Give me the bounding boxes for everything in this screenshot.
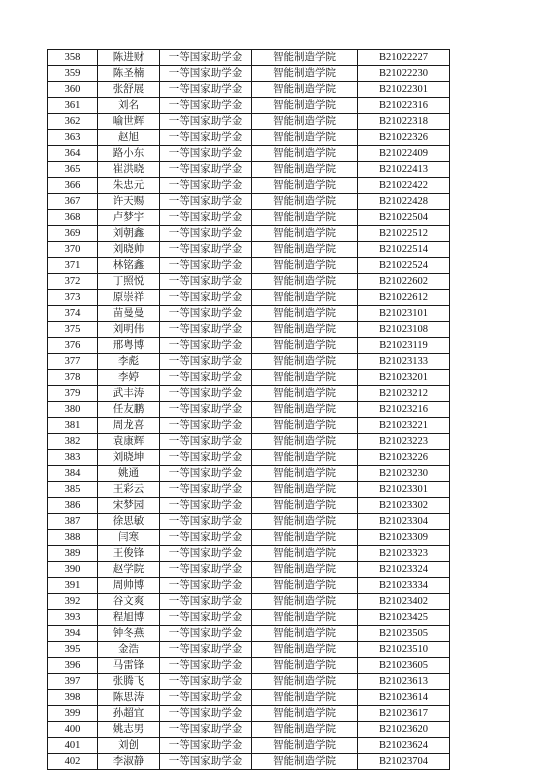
award-type-cell: 一等国家助学金: [160, 642, 252, 658]
row-number-cell: 376: [48, 338, 98, 354]
table-row: [48, 178, 450, 194]
student-name-cell: 周龙喜: [98, 418, 160, 434]
college-cell: 智能制造学院: [252, 466, 358, 482]
table-row: [48, 738, 450, 754]
student-id-cell: B21023226: [358, 450, 450, 466]
row-number-cell: 373: [48, 290, 98, 306]
college-cell: 智能制造学院: [252, 402, 358, 418]
award-type-cell: 一等国家助学金: [160, 258, 252, 274]
student-id-cell: B21023614: [358, 690, 450, 706]
row-number-cell: 364: [48, 146, 98, 162]
award-type-cell: 一等国家助学金: [160, 466, 252, 482]
award-type-cell: 一等国家助学金: [160, 194, 252, 210]
college-cell: 智能制造学院: [252, 194, 358, 210]
college-cell: 智能制造学院: [252, 178, 358, 194]
award-type-cell: 一等国家助学金: [160, 498, 252, 514]
award-type-cell: 一等国家助学金: [160, 722, 252, 738]
college-cell: 智能制造学院: [252, 242, 358, 258]
row-number-cell: 402: [48, 754, 98, 770]
row-number-cell: 386: [48, 498, 98, 514]
row-number-cell: 374: [48, 306, 98, 322]
row-number-cell: 401: [48, 738, 98, 754]
table-row: [48, 82, 450, 98]
award-type-cell: 一等国家助学金: [160, 242, 252, 258]
student-id-cell: B21022326: [358, 130, 450, 146]
student-id-cell: B21022514: [358, 242, 450, 258]
student-id-cell: B21023505: [358, 626, 450, 642]
award-type-cell: 一等国家助学金: [160, 450, 252, 466]
student-name-cell: 路小东: [98, 146, 160, 162]
award-type-cell: 一等国家助学金: [160, 674, 252, 690]
college-cell: 智能制造学院: [252, 738, 358, 754]
student-id-cell: B21022422: [358, 178, 450, 194]
table-row: [48, 194, 450, 210]
student-id-cell: B21022301: [358, 82, 450, 98]
table-row: [48, 690, 450, 706]
student-name-cell: 陈圣楠: [98, 66, 160, 82]
table-row: [48, 450, 450, 466]
student-name-cell: 马雷锋: [98, 658, 160, 674]
student-name-cell: 徐思敏: [98, 514, 160, 530]
student-name-cell: 刘晓帅: [98, 242, 160, 258]
award-type-cell: 一等国家助学金: [160, 738, 252, 754]
award-type-cell: 一等国家助学金: [160, 66, 252, 82]
row-number-cell: 397: [48, 674, 98, 690]
row-number-cell: 378: [48, 370, 98, 386]
table-row: [48, 226, 450, 242]
student-name-cell: 喻世辉: [98, 114, 160, 130]
row-number-cell: 359: [48, 66, 98, 82]
row-number-cell: 381: [48, 418, 98, 434]
student-name-cell: 刘创: [98, 738, 160, 754]
award-type-cell: 一等国家助学金: [160, 178, 252, 194]
college-cell: 智能制造学院: [252, 66, 358, 82]
college-cell: 智能制造学院: [252, 274, 358, 290]
student-id-cell: B21023304: [358, 514, 450, 530]
student-name-cell: 李淑静: [98, 754, 160, 770]
student-name-cell: 张舒展: [98, 82, 160, 98]
college-cell: 智能制造学院: [252, 706, 358, 722]
table-row: [48, 546, 450, 562]
row-number-cell: 382: [48, 434, 98, 450]
award-type-cell: 一等国家助学金: [160, 306, 252, 322]
college-cell: 智能制造学院: [252, 210, 358, 226]
student-id-cell: B21023221: [358, 418, 450, 434]
student-name-cell: 王彩云: [98, 482, 160, 498]
row-number-cell: 380: [48, 402, 98, 418]
student-name-cell: 崔洪晓: [98, 162, 160, 178]
row-number-cell: 389: [48, 546, 98, 562]
student-name-cell: 丁照悦: [98, 274, 160, 290]
award-type-cell: 一等国家助学金: [160, 690, 252, 706]
table-row: [48, 530, 450, 546]
table-row: [48, 658, 450, 674]
college-cell: 智能制造学院: [252, 482, 358, 498]
award-type-cell: 一等国家助学金: [160, 562, 252, 578]
table-row: [48, 482, 450, 498]
award-type-cell: 一等国家助学金: [160, 98, 252, 114]
student-id-cell: B21023510: [358, 642, 450, 658]
row-number-cell: 390: [48, 562, 98, 578]
row-number-cell: 392: [48, 594, 98, 610]
student-id-cell: B21022504: [358, 210, 450, 226]
student-name-cell: 钟冬燕: [98, 626, 160, 642]
student-name-cell: 武丰涛: [98, 386, 160, 402]
college-cell: 智能制造学院: [252, 306, 358, 322]
student-id-cell: B21023108: [358, 322, 450, 338]
student-id-cell: B21023101: [358, 306, 450, 322]
table-row: [48, 114, 450, 130]
student-name-cell: 闫寒: [98, 530, 160, 546]
college-cell: 智能制造学院: [252, 370, 358, 386]
row-number-cell: 396: [48, 658, 98, 674]
table-row: [48, 290, 450, 306]
student-name-cell: 刘晓坤: [98, 450, 160, 466]
table-row: [48, 706, 450, 722]
row-number-cell: 384: [48, 466, 98, 482]
table-row: [48, 578, 450, 594]
award-type-cell: 一等国家助学金: [160, 370, 252, 386]
college-cell: 智能制造学院: [252, 658, 358, 674]
college-cell: 智能制造学院: [252, 722, 358, 738]
student-name-cell: 周帅博: [98, 578, 160, 594]
student-name-cell: 张腾飞: [98, 674, 160, 690]
student-id-cell: B21022524: [358, 258, 450, 274]
award-type-cell: 一等国家助学金: [160, 274, 252, 290]
table-row: [48, 434, 450, 450]
row-number-cell: 365: [48, 162, 98, 178]
student-id-cell: B21023624: [358, 738, 450, 754]
student-id-cell: B21022318: [358, 114, 450, 130]
scholarship-roster-table: [47, 49, 450, 770]
student-id-cell: B21023212: [358, 386, 450, 402]
college-cell: 智能制造学院: [252, 626, 358, 642]
row-number-cell: 399: [48, 706, 98, 722]
student-name-cell: 卢梦宇: [98, 210, 160, 226]
college-cell: 智能制造学院: [252, 226, 358, 242]
student-id-cell: B21023301: [358, 482, 450, 498]
college-cell: 智能制造学院: [252, 530, 358, 546]
college-cell: 智能制造学院: [252, 162, 358, 178]
table-row: [48, 562, 450, 578]
table-row: [48, 386, 450, 402]
table-row: [48, 274, 450, 290]
college-cell: 智能制造学院: [252, 434, 358, 450]
student-name-cell: 姚志男: [98, 722, 160, 738]
award-type-cell: 一等国家助学金: [160, 594, 252, 610]
row-number-cell: 369: [48, 226, 98, 242]
student-name-cell: 孙超宜: [98, 706, 160, 722]
award-type-cell: 一等国家助学金: [160, 610, 252, 626]
student-name-cell: 邢粤博: [98, 338, 160, 354]
college-cell: 智能制造学院: [252, 322, 358, 338]
table-row: [48, 338, 450, 354]
student-id-cell: B21023309: [358, 530, 450, 546]
award-type-cell: 一等国家助学金: [160, 210, 252, 226]
student-id-cell: B21023620: [358, 722, 450, 738]
row-number-cell: 367: [48, 194, 98, 210]
table-row: [48, 354, 450, 370]
student-id-cell: B21023324: [358, 562, 450, 578]
award-type-cell: 一等国家助学金: [160, 338, 252, 354]
student-name-cell: 朱忠元: [98, 178, 160, 194]
student-id-cell: B21023704: [358, 754, 450, 770]
award-type-cell: 一等国家助学金: [160, 50, 252, 66]
table-row: [48, 146, 450, 162]
student-name-cell: 任友鹏: [98, 402, 160, 418]
table-row: [48, 498, 450, 514]
award-type-cell: 一等国家助学金: [160, 418, 252, 434]
student-name-cell: 王俊锋: [98, 546, 160, 562]
award-type-cell: 一等国家助学金: [160, 114, 252, 130]
college-cell: 智能制造学院: [252, 674, 358, 690]
award-type-cell: 一等国家助学金: [160, 290, 252, 306]
student-name-cell: 许天赐: [98, 194, 160, 210]
college-cell: 智能制造学院: [252, 594, 358, 610]
table-row: [48, 258, 450, 274]
student-id-cell: B21022227: [358, 50, 450, 66]
table-row: [48, 754, 450, 770]
table-row: [48, 162, 450, 178]
college-cell: 智能制造学院: [252, 386, 358, 402]
award-type-cell: 一等国家助学金: [160, 546, 252, 562]
college-cell: 智能制造学院: [252, 562, 358, 578]
student-id-cell: B21023613: [358, 674, 450, 690]
college-cell: 智能制造学院: [252, 114, 358, 130]
student-id-cell: B21023223: [358, 434, 450, 450]
row-number-cell: 379: [48, 386, 98, 402]
student-name-cell: 程旭博: [98, 610, 160, 626]
row-number-cell: 361: [48, 98, 98, 114]
college-cell: 智能制造学院: [252, 514, 358, 530]
student-id-cell: B21023334: [358, 578, 450, 594]
award-type-cell: 一等国家助学金: [160, 130, 252, 146]
student-id-cell: B21023230: [358, 466, 450, 482]
row-number-cell: 383: [48, 450, 98, 466]
student-name-cell: 原崇祥: [98, 290, 160, 306]
row-number-cell: 366: [48, 178, 98, 194]
table-row: [48, 130, 450, 146]
student-name-cell: 刘明伟: [98, 322, 160, 338]
table-row: [48, 594, 450, 610]
student-name-cell: 林铭鑫: [98, 258, 160, 274]
table-row: [48, 674, 450, 690]
student-name-cell: 金浩: [98, 642, 160, 658]
student-id-cell: B21022316: [358, 98, 450, 114]
award-type-cell: 一等国家助学金: [160, 514, 252, 530]
college-cell: 智能制造学院: [252, 354, 358, 370]
table-row: [48, 322, 450, 338]
student-name-cell: 刘名: [98, 98, 160, 114]
student-id-cell: B21023133: [358, 354, 450, 370]
college-cell: 智能制造学院: [252, 98, 358, 114]
award-type-cell: 一等国家助学金: [160, 578, 252, 594]
student-id-cell: B21023323: [358, 546, 450, 562]
college-cell: 智能制造学院: [252, 450, 358, 466]
student-name-cell: 袁康辉: [98, 434, 160, 450]
table-row: [48, 66, 450, 82]
award-type-cell: 一等国家助学金: [160, 482, 252, 498]
table-row: [48, 610, 450, 626]
row-number-cell: 391: [48, 578, 98, 594]
award-type-cell: 一等国家助学金: [160, 162, 252, 178]
college-cell: 智能制造学院: [252, 578, 358, 594]
row-number-cell: 385: [48, 482, 98, 498]
college-cell: 智能制造学院: [252, 258, 358, 274]
award-type-cell: 一等国家助学金: [160, 434, 252, 450]
student-name-cell: 刘朝鑫: [98, 226, 160, 242]
college-cell: 智能制造学院: [252, 82, 358, 98]
student-id-cell: B21022428: [358, 194, 450, 210]
student-id-cell: B21022612: [358, 290, 450, 306]
college-cell: 智能制造学院: [252, 642, 358, 658]
college-cell: 智能制造学院: [252, 130, 358, 146]
row-number-cell: 371: [48, 258, 98, 274]
student-name-cell: 李婷: [98, 370, 160, 386]
row-number-cell: 395: [48, 642, 98, 658]
row-number-cell: 377: [48, 354, 98, 370]
row-number-cell: 393: [48, 610, 98, 626]
student-name-cell: 姚通: [98, 466, 160, 482]
student-id-cell: B21023617: [358, 706, 450, 722]
college-cell: 智能制造学院: [252, 338, 358, 354]
row-number-cell: 360: [48, 82, 98, 98]
student-name-cell: 陈思涛: [98, 690, 160, 706]
student-name-cell: 赵学院: [98, 562, 160, 578]
award-type-cell: 一等国家助学金: [160, 354, 252, 370]
college-cell: 智能制造学院: [252, 610, 358, 626]
table-row: [48, 514, 450, 530]
college-cell: 智能制造学院: [252, 754, 358, 770]
college-cell: 智能制造学院: [252, 50, 358, 66]
row-number-cell: 362: [48, 114, 98, 130]
table-row: [48, 50, 450, 66]
award-type-cell: 一等国家助学金: [160, 226, 252, 242]
student-id-cell: B21022413: [358, 162, 450, 178]
student-name-cell: 陈进财: [98, 50, 160, 66]
award-type-cell: 一等国家助学金: [160, 626, 252, 642]
table-row: [48, 402, 450, 418]
college-cell: 智能制造学院: [252, 690, 358, 706]
college-cell: 智能制造学院: [252, 546, 358, 562]
row-number-cell: 388: [48, 530, 98, 546]
award-type-cell: 一等国家助学金: [160, 322, 252, 338]
row-number-cell: 368: [48, 210, 98, 226]
student-name-cell: 赵旭: [98, 130, 160, 146]
table-row: [48, 98, 450, 114]
row-number-cell: 363: [48, 130, 98, 146]
student-id-cell: B21023201: [358, 370, 450, 386]
table-row: [48, 466, 450, 482]
table-row: [48, 642, 450, 658]
table-row: [48, 370, 450, 386]
table-row: [48, 242, 450, 258]
student-id-cell: B21022602: [358, 274, 450, 290]
award-type-cell: 一等国家助学金: [160, 402, 252, 418]
student-id-cell: B21023216: [358, 402, 450, 418]
student-id-cell: B21023425: [358, 610, 450, 626]
student-id-cell: B21023402: [358, 594, 450, 610]
roster-body: [48, 50, 450, 770]
college-cell: 智能制造学院: [252, 418, 358, 434]
student-name-cell: 苗曼曼: [98, 306, 160, 322]
table-row: [48, 418, 450, 434]
student-id-cell: B21022409: [358, 146, 450, 162]
college-cell: 智能制造学院: [252, 498, 358, 514]
award-type-cell: 一等国家助学金: [160, 146, 252, 162]
award-type-cell: 一等国家助学金: [160, 658, 252, 674]
row-number-cell: 400: [48, 722, 98, 738]
student-id-cell: B21023302: [358, 498, 450, 514]
row-number-cell: 398: [48, 690, 98, 706]
student-id-cell: B21023119: [358, 338, 450, 354]
student-id-cell: B21022512: [358, 226, 450, 242]
table-row: [48, 210, 450, 226]
award-type-cell: 一等国家助学金: [160, 530, 252, 546]
student-name-cell: 宋梦园: [98, 498, 160, 514]
table-row: [48, 626, 450, 642]
student-id-cell: B21023605: [358, 658, 450, 674]
row-number-cell: 387: [48, 514, 98, 530]
college-cell: 智能制造学院: [252, 146, 358, 162]
student-name-cell: 李彪: [98, 354, 160, 370]
row-number-cell: 370: [48, 242, 98, 258]
student-id-cell: B21022230: [358, 66, 450, 82]
award-type-cell: 一等国家助学金: [160, 754, 252, 770]
award-type-cell: 一等国家助学金: [160, 386, 252, 402]
table-row: [48, 722, 450, 738]
student-name-cell: 谷文爽: [98, 594, 160, 610]
award-type-cell: 一等国家助学金: [160, 82, 252, 98]
row-number-cell: 358: [48, 50, 98, 66]
award-type-cell: 一等国家助学金: [160, 706, 252, 722]
row-number-cell: 372: [48, 274, 98, 290]
table-row: [48, 306, 450, 322]
row-number-cell: 394: [48, 626, 98, 642]
college-cell: 智能制造学院: [252, 290, 358, 306]
row-number-cell: 375: [48, 322, 98, 338]
